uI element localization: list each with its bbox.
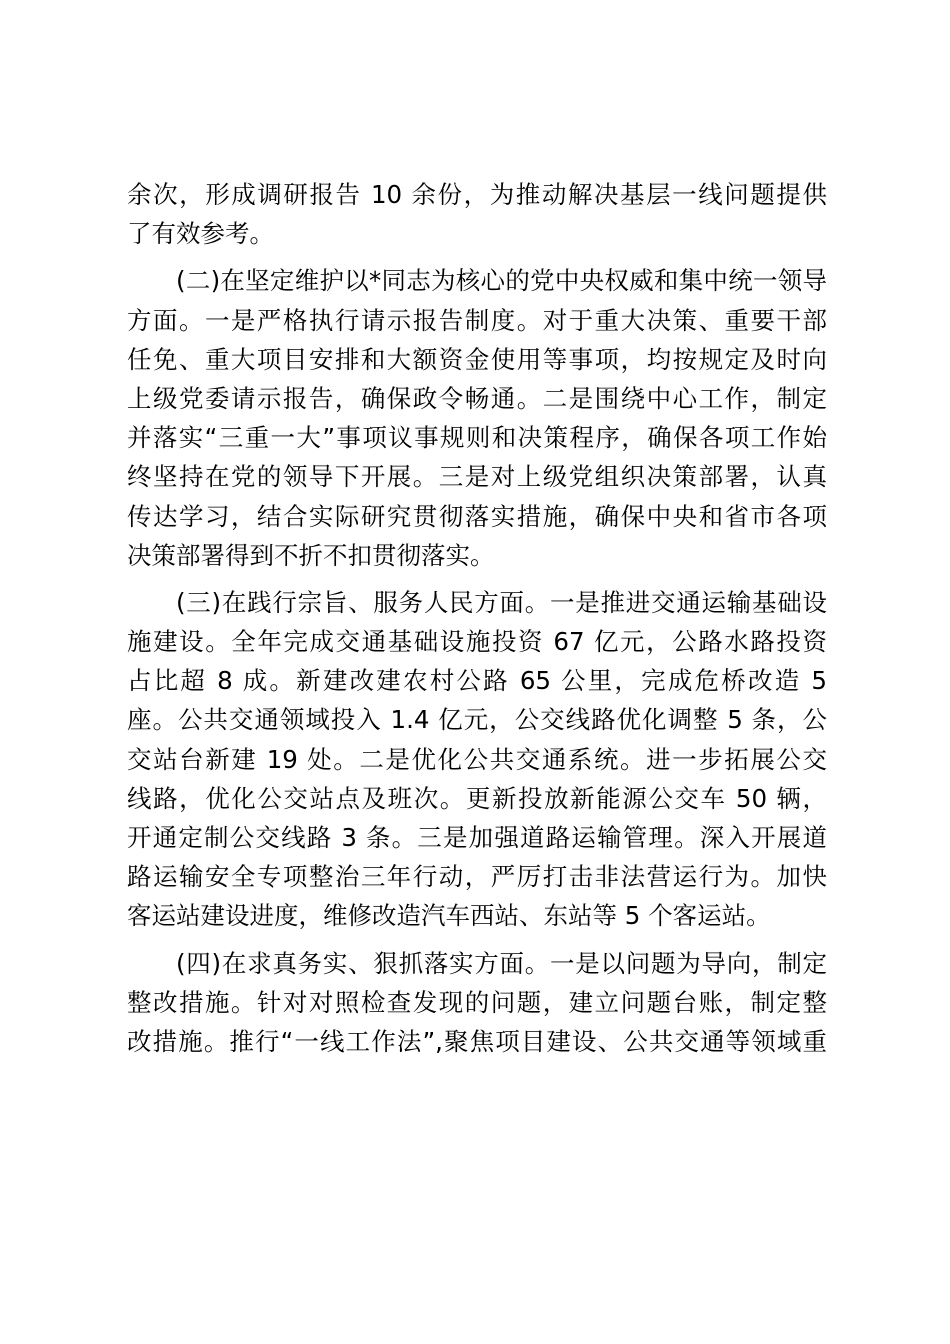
paragraph-section-three xyxy=(127,583,827,936)
text-line: 传达学习，结合实际研究贯彻落实措施，确保中央和省市各项 xyxy=(127,501,827,531)
text-line: 占比超 8 成。新建改建农村公路 65 公里，完成危桥改造 5 xyxy=(127,666,827,696)
text-line: 了有效参考。 xyxy=(127,219,274,249)
text-line: (二)在坚定维护以*同志为核心的党中央权威和集中统一领导 xyxy=(176,266,827,296)
text-line: 终坚持在党的领导下开展。三是对上级党组织决策部署，认真 xyxy=(127,462,827,492)
text-line: 客运站建设进度，维修改造汽车西站、东站等 5 个客运站。 xyxy=(127,901,771,931)
text-line: (三)在践行宗旨、服务人民方面。一是推进交通运输基础设 xyxy=(176,587,827,617)
text-line: 余次，形成调研报告 10 余份，为推动解决基层一线问题提供 xyxy=(127,180,827,209)
text-line: 开通定制公交线路 3 条。三是加强道路运输管理。深入开展道 xyxy=(127,823,827,852)
text-line: 座。公共交通领域投入 1.4 亿元，公交线路优化调整 5 条，公 xyxy=(127,705,827,735)
document-body xyxy=(127,175,827,1061)
text-line: 施建设。全年完成交通基础设施投资 67 亿元，公路水路投资 xyxy=(127,627,827,657)
text-line: 上级党委请示报告，确保政令畅通。二是围绕中心工作，制定 xyxy=(127,383,827,413)
text-line: 路运输安全专项整治三年行动，严厉打击非法营运行为。加快 xyxy=(127,862,827,892)
text-line: 并落实“三重一大”事项议事规则和决策程序，确保各项工作始 xyxy=(127,423,827,453)
paragraph-section-two xyxy=(127,261,827,575)
text-line: 线路，优化公交站点及班次。更新投放新能源公交车 50 辆， xyxy=(127,783,827,813)
text-line: 方面。一是严格执行请示报告制度。对于重大决策、重要干部 xyxy=(127,305,827,335)
text-line: (四)在求真务实、狠抓落实方面。一是以问题为导向，制定 xyxy=(176,948,827,978)
text-line: 交站台新建 19 处。二是优化公共交通系统。进一步拓展公交 xyxy=(127,744,827,774)
paragraph-continuation xyxy=(127,175,827,253)
text-line: 整改措施。针对对照检查发现的问题，建立问题台账，制定整 xyxy=(127,987,827,1017)
text-line: 改措施。推行“一线工作法”,聚焦项目建设、公共交通等领域重 xyxy=(127,1026,827,1056)
paragraph-section-four xyxy=(127,944,827,1062)
text-line: 决策部署得到不折不扣贯彻落实。 xyxy=(127,540,495,570)
text-line: 任免、重大项目安排和大额资金使用等事项，均按规定及时向 xyxy=(127,344,827,374)
